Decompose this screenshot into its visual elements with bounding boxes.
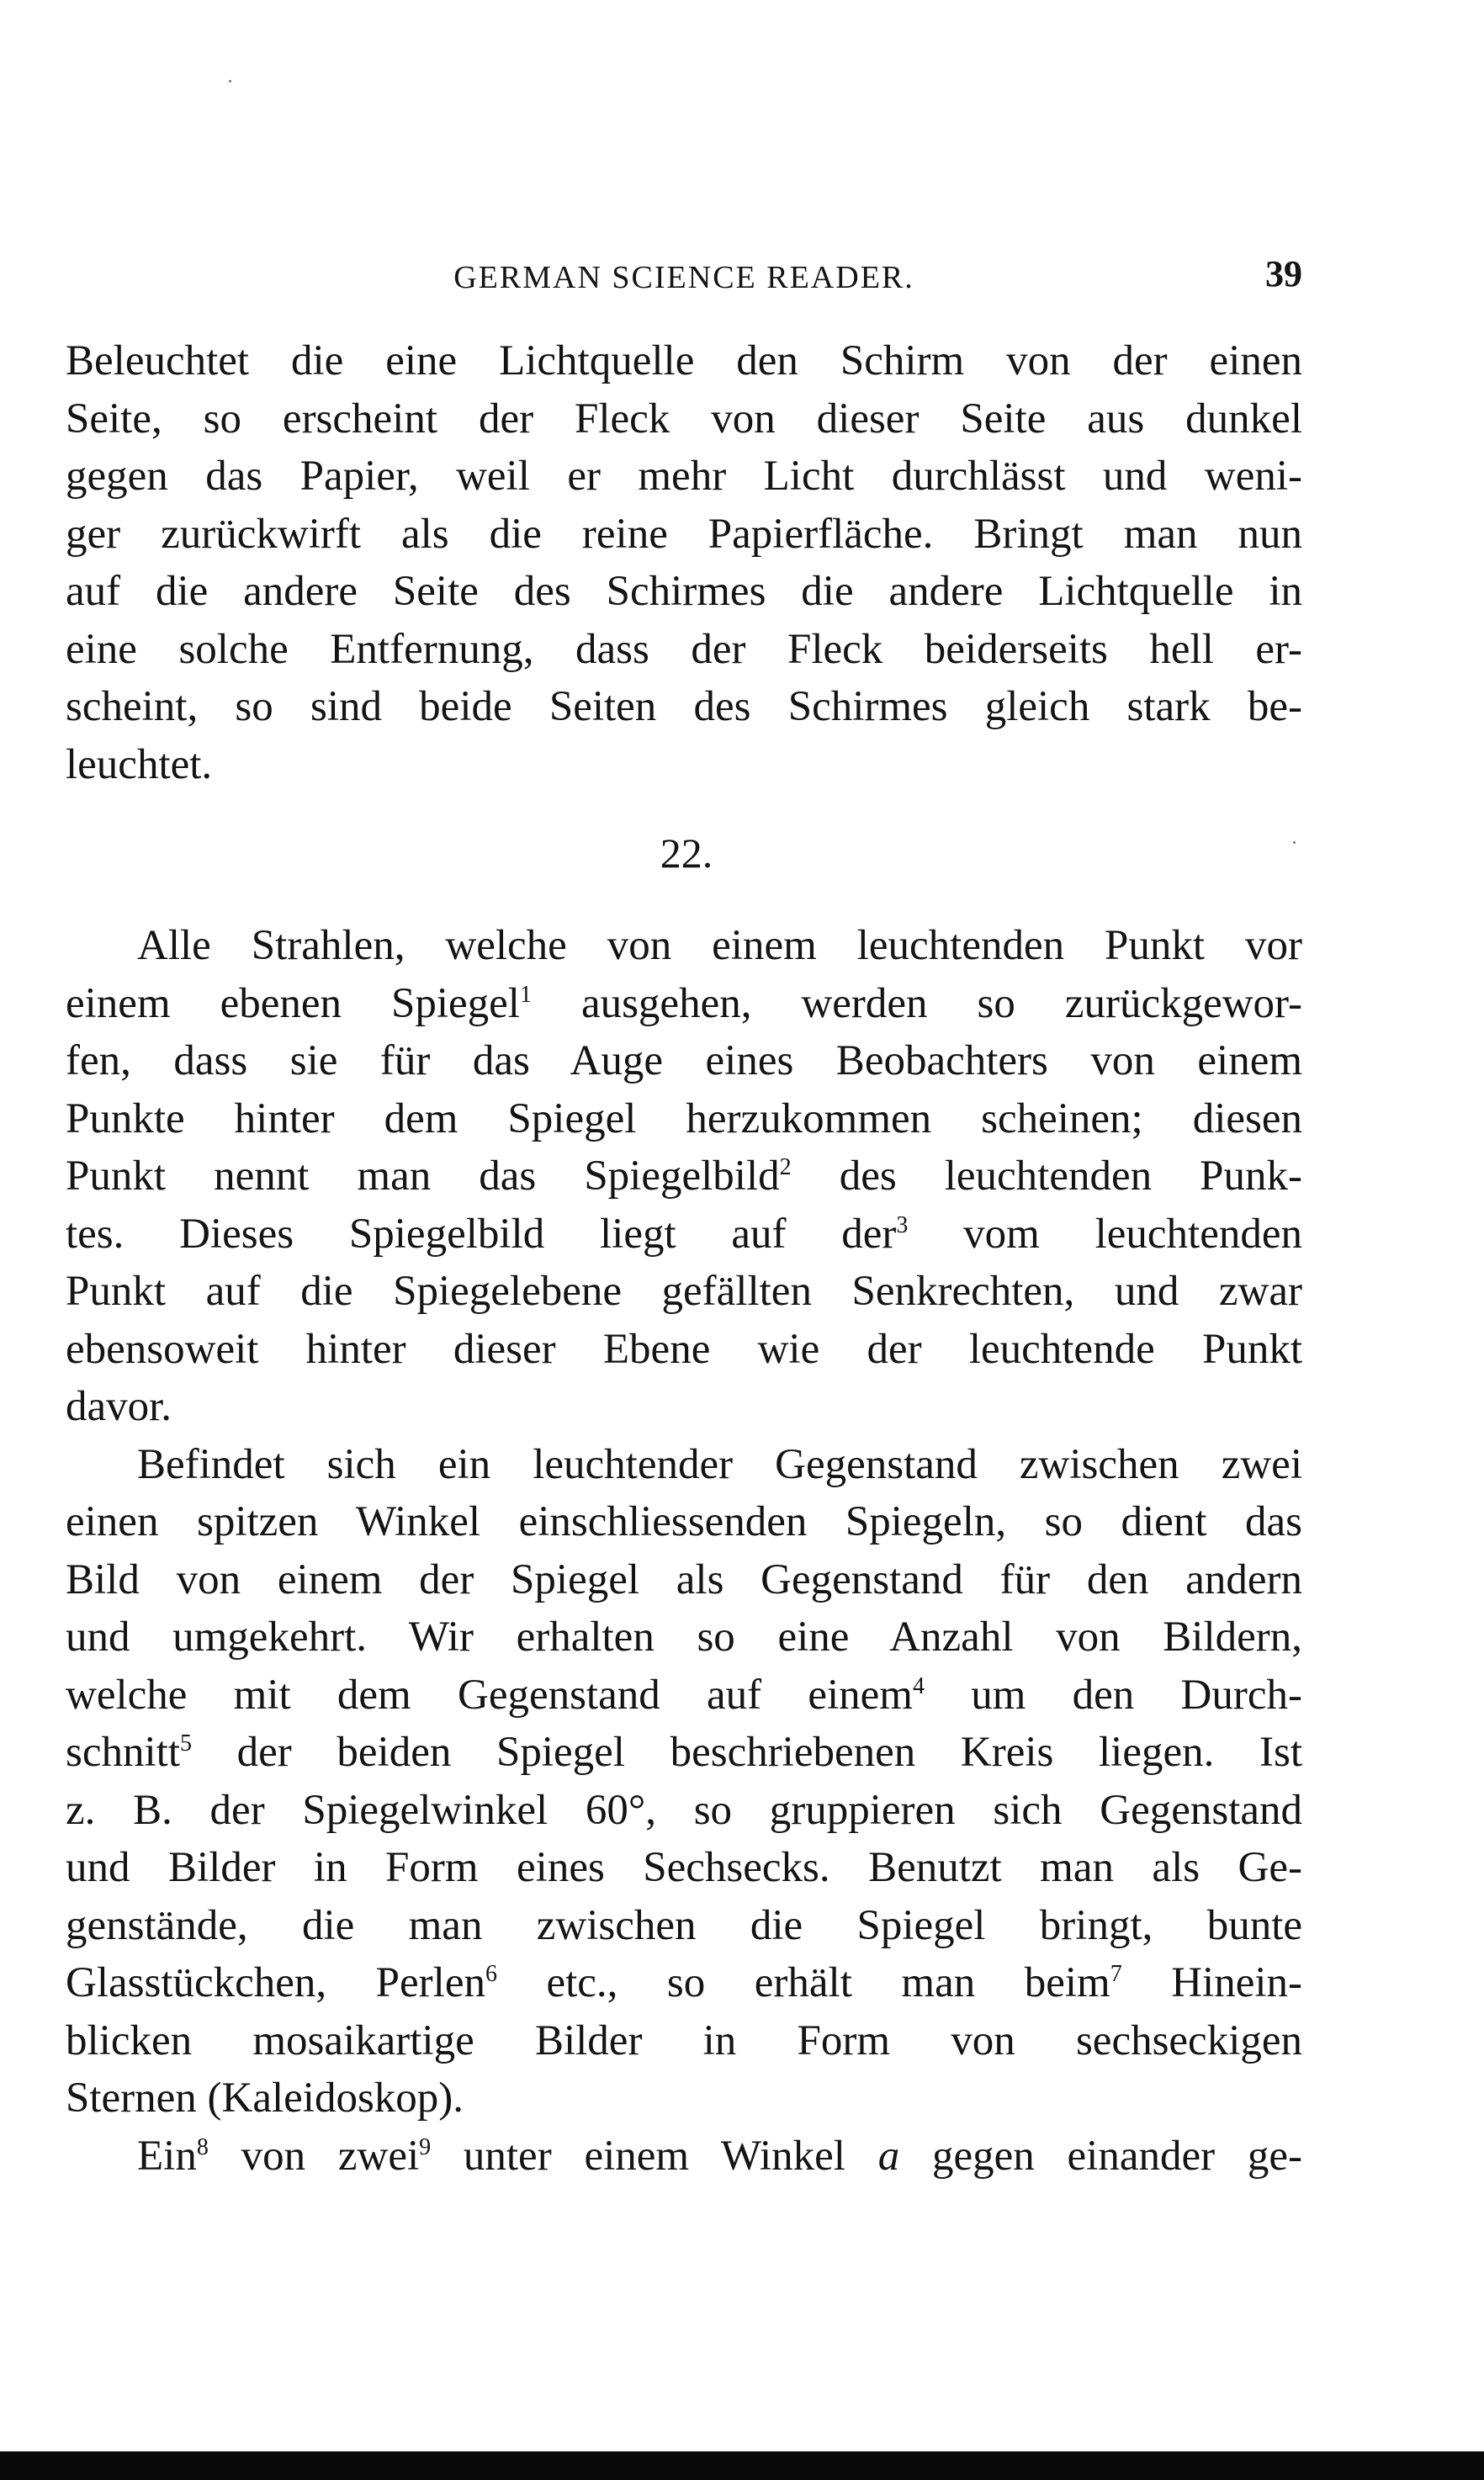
text-line: Alle Strahlen, welche von einem leuchtenden Punkt vor	[137, 922, 1302, 969]
footnote-ref: 5	[180, 1730, 192, 1757]
text-line: eine solche Entfernung, dass der Fleck beiderseits hell er-	[66, 625, 1302, 673]
paragraph-continued	[66, 332, 1302, 793]
text-line: Ein$^8$ von zwei$^9$ unter einem Winkel a gegen einander ge-	[137, 2132, 1302, 2180]
text-line: leuchtet.	[66, 740, 213, 788]
running-title: GERMAN SCIENCE READER.	[453, 260, 914, 295]
running-head	[66, 252, 1302, 303]
paragraph-angle-mirrors	[66, 2128, 1302, 2186]
text-line: Glasstückchen, Perlen$^6$ etc., so erhält man beim$^7$ Hinein-	[66, 1959, 1302, 2006]
text-line: welche mit dem Gegenstand auf einem$^4$ um den Durch-	[66, 1671, 1302, 1719]
text-line: gegen das Papier, weil er mehr Licht durchlässt und weni-	[66, 453, 1302, 500]
footnote-ref: 2	[779, 1154, 792, 1180]
text-line: Bild von einem der Spiegel als Gegenstand für den andern	[66, 1555, 1302, 1603]
text-line: ebensoweit hinter dieser Ebene wie der leuchtende Punkt	[66, 1325, 1302, 1373]
text-line: z. B. der Spiegelwinkel 60°, so gruppieren sich Gegenstand	[66, 1786, 1302, 1834]
text-line: und umgekehrt. Wir erhalten so eine Anzahl von Bildern,	[66, 1614, 1302, 1661]
text-line: Beleuchtet die eine Lichtquelle den Schirm von der einen	[66, 337, 1302, 384]
text-line: tes. Dieses Spiegelbild liegt auf der$^3$ vom leuchtenden	[66, 1210, 1302, 1258]
text-line: genstände, die man zwischen die Spiegel bringt, bunte	[66, 1901, 1302, 1949]
paragraph-kaleidoscope	[66, 1436, 1302, 2128]
text-line: fen, dass sie für das Auge eines Beobachters von einem	[66, 1037, 1302, 1084]
footnote-ref: 4	[912, 1672, 925, 1699]
text-line: Punkt nennt man das Spiegelbild$^2$ des leuchtenden Punk-	[66, 1153, 1302, 1200]
text-line: ger zurückwirft als die reine Papierfläche. Bringt man nun	[66, 510, 1302, 558]
text-line: und Bilder in Form eines Sechsecks. Benutzt man als Ge-	[66, 1844, 1302, 1891]
section-number: 22.	[660, 829, 713, 877]
paragraph-mirror-image	[66, 917, 1302, 1436]
text-line: Punkte hinter dem Spiegel herzukommen scheinen; diesen	[66, 1094, 1302, 1142]
text-line: blicken mosaikartige Bilder in Form von sechseckigen	[66, 2016, 1302, 2064]
text-line: Punkt auf die Spiegelebene gefällten Senkrechten, und zwar	[66, 1268, 1302, 1315]
footnote-ref: 7	[1110, 1961, 1122, 1987]
footnote-ref: 6	[485, 1961, 497, 1987]
text-line: einem ebenen Spiegel$^1$ ausgehen, werden so zurückgewor-	[66, 979, 1302, 1027]
text-line: davor.	[66, 1383, 172, 1430]
page-number: 39	[1265, 253, 1302, 294]
footnote-ref: 9	[419, 2133, 432, 2160]
scan-border	[0, 2451, 1484, 2480]
text-line: Seite, so erscheint der Fleck von dieser Seite aus dunkel	[66, 395, 1302, 442]
text-line: einen spitzen Winkel einschliessenden Spiegeln, so dient das	[66, 1498, 1302, 1545]
footnote-ref: 3	[896, 1211, 909, 1238]
text-line: Befindet sich ein leuchtender Gegenstand zwischen zwei	[137, 1440, 1302, 1488]
angle-symbol: a	[877, 2132, 900, 2180]
footnote-ref: 1	[519, 981, 532, 1008]
print-speck	[229, 80, 231, 82]
text-line: auf die andere Seite des Schirmes die andere Lichtquelle in	[66, 568, 1302, 615]
text-line: Sternen (Kaleidoskop).	[66, 2075, 464, 2122]
text-line: schnitt$^5$ der beiden Spiegel beschriebenen Kreis liegen. Ist	[66, 1729, 1302, 1776]
section-text	[66, 917, 1302, 2185]
text-line: scheint, so sind beide Seiten des Schirmes gleich stark be-	[66, 683, 1302, 730]
footnote-ref: 8	[196, 2133, 209, 2160]
